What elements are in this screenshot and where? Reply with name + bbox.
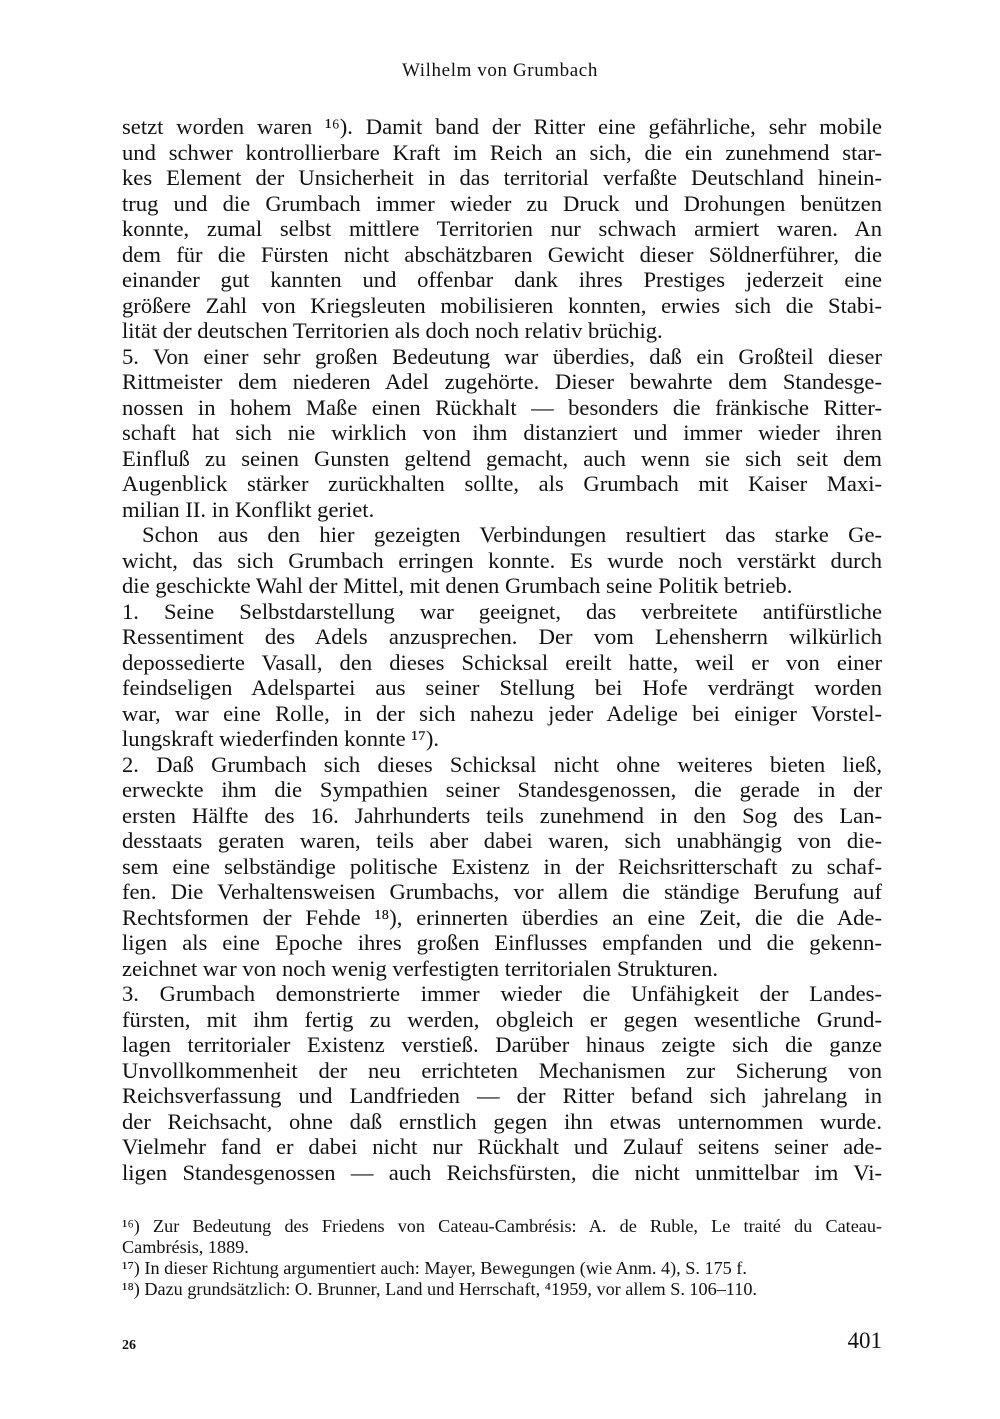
body-line: milian II. in Konflikt geriet. xyxy=(122,496,375,522)
body-line: die geschickte Wahl der Mittel, mit denen Grumbach seine Politik betrieb. xyxy=(122,573,793,598)
body-line: ligen als eine Epoche ihres großen Einflusses empfanden und die gekenn- xyxy=(122,930,882,955)
body-line: nossen in hohem Maße einen Rückhalt — besonders die fränkische Ritter- xyxy=(122,394,882,420)
body-line: Unvollkommenheit der neu errichteten Mechanismen zur Sicherung von xyxy=(122,1057,882,1083)
body-line: lungskraft wiederfinden konnte ¹⁷). xyxy=(122,726,440,751)
body-line: Vielmehr fand er dabei nicht nur Rückhalt und Zulauf seitens seiner ade- xyxy=(122,1134,882,1159)
body-line: und schwer kontrollierbare Kraft im Reich an sich, die ein zunehmend star- xyxy=(122,139,882,165)
body-line: Schon aus den hier gezeigten Verbindungen resultiert das starke Ge- xyxy=(142,522,882,547)
body-text xyxy=(122,114,882,1185)
body-line: 3. Grumbach demonstrierte immer wieder die Unfähigkeit der Landes- xyxy=(122,981,882,1006)
body-line: depossedierte Vasall, den dieses Schicksal ereilt hatte, weil er von einer xyxy=(122,649,882,675)
body-line: ersten Hälfte des 16. Jahrhunderts teils zunehmend in den Sog des Lan- xyxy=(122,802,882,828)
body-line: schaft hat sich nie wirklich von ihm distanziert und immer wieder ihren xyxy=(122,420,882,445)
signature-mark: 26 xyxy=(122,1338,136,1353)
body-line: trug und die Grumbach immer wieder zu Druck und Drohungen benützen xyxy=(122,190,882,216)
page-number: 401 xyxy=(847,1328,882,1353)
body-line: sem eine selbständige politische Existenz in der Reichsritterschaft zu schaf- xyxy=(122,853,882,879)
body-line: kes Element der Unsicherheit in das territorial verfaßte Deutschland hinein- xyxy=(122,165,882,190)
body-line: erweckte ihm die Sympathien seiner Standesgenossen, die gerade in der xyxy=(122,777,882,802)
body-line: einander gut kannten und offenbar dank ihres Prestiges jederzeit eine xyxy=(122,267,882,292)
footnote-line: ¹⁸) Dazu grundsätzlich: O. Brunner, Land und Herrschaft, ⁴1959, vor allem S. 106–110. xyxy=(122,1279,757,1299)
body-line: zeichnet war von noch wenig verfestigten territorialen Strukturen. xyxy=(122,955,719,981)
body-line: lität der deutschen Territorien als doch noch relativ brüchig. xyxy=(122,318,663,343)
body-line: desstaats geraten waren, teils aber dabei waren, sich unabhängig von die- xyxy=(122,828,882,853)
footnote-line: ¹⁶) Zur Bedeutung des Friedens von Cateau-Cambrésis: A. de Ruble, Le traité du Cateau- xyxy=(122,1216,882,1236)
footnotes xyxy=(122,1216,882,1300)
body-line: feindseligen Adelspartei aus seiner Stellung bei Hofe verdrängt worden xyxy=(122,675,882,700)
body-line: ligen Standesgenossen — auch Reichsfürsten, die nicht unmittelbar im Vi- xyxy=(122,1159,882,1185)
body-line: Augenblick stärker zurückhalten sollte, als Grumbach mit Kaiser Maxi- xyxy=(122,471,882,496)
body-line: konnte, zumal selbst mittlere Territorien nur schwach armiert waren. An xyxy=(122,216,882,241)
body-line: wicht, das sich Grumbach erringen konnte. Es wurde noch verstärkt durch xyxy=(122,547,882,573)
body-line: lagen territorialer Existenz verstieß. Darüber hinaus zeigte sich die ganze xyxy=(122,1032,882,1057)
body-line: Rechtsformen der Fehde ¹⁸), erinnerten überdies an eine Zeit, die die Ade- xyxy=(122,904,882,930)
body-line: dem für die Fürsten nicht abschätzbaren Gewicht dieser Söldnerführer, die xyxy=(122,241,882,267)
body-line: fürsten, mit ihm fertig zu werden, obgleich er gegen wesentliche Grund- xyxy=(122,1006,882,1032)
body-line: fen. Die Verhaltensweisen Grumbachs, vor allem die ständige Berufung auf xyxy=(122,879,882,904)
body-line: Ressentiment des Adels anzusprechen. Der vom Lehensherrn wilkürlich xyxy=(122,624,882,649)
body-line: größere Zahl von Kriegsleuten mobilisieren konnten, erwies sich die Stabi- xyxy=(122,292,882,318)
footnote-line: Cambrésis, 1889. xyxy=(122,1237,249,1257)
body-line: Rittmeister dem niederen Adel zugehörte. Dieser bewahrte dem Standesge- xyxy=(122,369,882,394)
body-line: setzt worden waren ¹⁶). Damit band der Ritter eine gefährliche, sehr mobile xyxy=(122,114,882,139)
footnote-line: ¹⁷) In dieser Richtung argumentiert auch: Mayer, Bewegungen (wie Anm. 4), S. 175 f. xyxy=(122,1258,747,1278)
body-line: 2. Daß Grumbach sich dieses Schicksal nicht ohne weiteres bieten ließ, xyxy=(122,751,882,777)
body-line: der Reichsacht, ohne daß ernstlich gegen ihn etwas unternommen wurde. xyxy=(122,1108,882,1134)
body-line: 1. Seine Selbstdarstellung war geeignet, das verbreitete antifürstliche xyxy=(122,598,882,624)
body-line: Reichsverfassung und Landfrieden — der Ritter befand sich jahrelang in xyxy=(122,1083,882,1108)
body-line: Einfluß zu seinen Gunsten geltend gemacht, auch wenn sie sich seit dem xyxy=(122,445,882,471)
body-line: 5. Von einer sehr großen Bedeutung war überdies, daß ein Großteil dieser xyxy=(122,343,882,369)
body-line: war, war eine Rolle, in der sich nahezu jeder Adelige bei einiger Vorstel- xyxy=(122,700,882,726)
running-head: Wilhelm von Grumbach xyxy=(402,60,598,81)
